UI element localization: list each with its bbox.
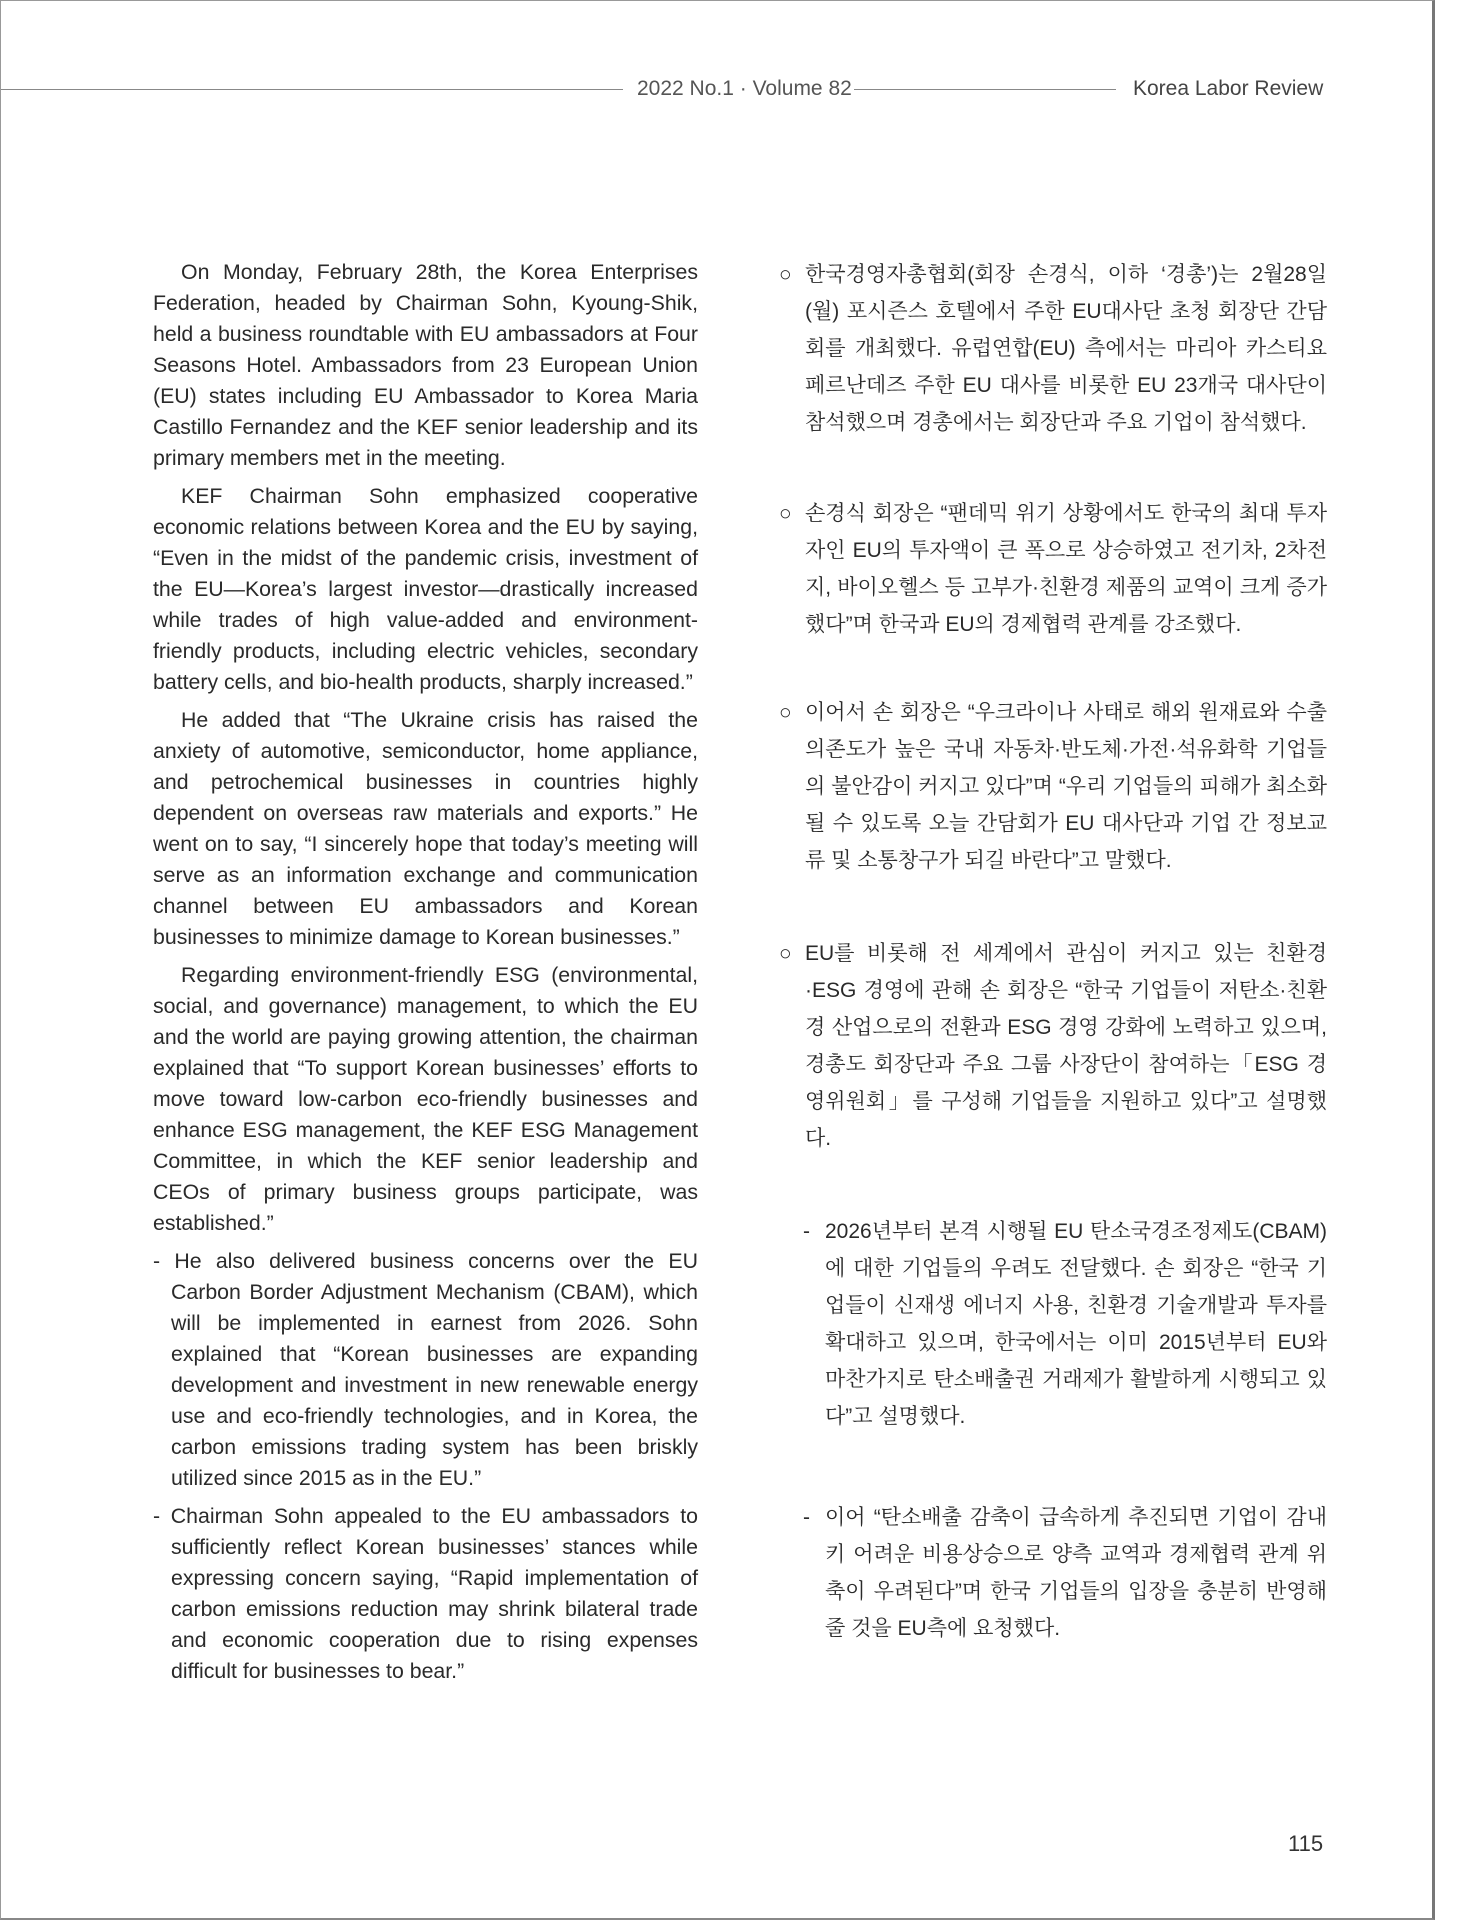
issue-label: 2022 No.1 · Volume 82	[637, 77, 852, 100]
korean-block-text: 손경식 회장은 “팬데믹 위기 상황에서도 한국의 최대 투자자인 EU의 투자액이 큰 폭으로 상승하였고 전기차, 2차전지, 바이오헬스 등 고부가·친환경 제품의 교역이 크게 증가했다”며 한국과 EU의 경제협력 관계를 강조했다.	[805, 502, 1327, 636]
korean-block	[779, 495, 1327, 643]
english-bullet: - Chairman Sohn appealed to the EU ambassadors to sufficiently reflect Korean businesses’ stances while expressing concern saying, “Rapid implementation of carbon emissions reduction may shrink bilateral trade and economic cooperation due to rising expenses difficult for businesses to bear.”	[153, 1504, 698, 1683]
journal-title: Korea Labor Review	[1133, 77, 1324, 100]
dash-bullet-icon: -	[803, 1220, 810, 1243]
korean-block-text: EU를 비롯해 전 세계에서 관심이 커지고 있는 친환경·ESG 경영에 관해 손 회장은 “한국 기업들이 저탄소·친환경 산업으로의 전환과 ESG 경영 강화에 노력하고 있으며, 경총도 회장단과 주요 그룹 사장단이 참여하는「ESG 경영위원회」를 구성해 기업들을 지원하고 있다”고 설명했다.	[805, 942, 1327, 1150]
korean-block-text: 한국경영자총협회(회장 손경식, 이하 ‘경총’)는 2월28일(월) 포시즌스 호텔에서 주한 EU대사단 초청 회장단 간담회를 개최했다. 유럽연합(EU) 측에서는 마리아 카스티요 페르난데즈 주한 EU 대사를 비롯한 EU 23개국 대사단이 참석했으며 경총에서는 회장단과 주요 기업이 참석했다.	[805, 263, 1327, 434]
english-bullet: - He also delivered business concerns over the EU Carbon Border Adjustment Mechanism (CBAM), which will be implemented in earnest from 2026. Sohn explained that “Korean businesses are expanding development and investment in new renewable energy use and eco-friendly technologies, and in Korea, the carbon emissions trading system has been briskly utilized since 2015 as in the EU.”	[153, 1249, 698, 1490]
korean-dash-text: 이어 “탄소배출 감축이 급속하게 추진되면 기업이 감내키 어려운 비용상승으로 양측 교역과 경제협력 관계 위축이 우려된다”며 한국 기업들의 입장을 충분히 반영해 줄 것을 EU측에 요청했다.	[825, 1506, 1327, 1640]
english-paragraph: He added that “The Ukraine crisis has raised the anxiety of automotive, semiconductor, home appliance, and petrochemical businesses in countries highly dependent on overseas raw materials and exports.” He went on to say, “I sincerely hope that today’s meeting will serve as an information exchange and communication channel between EU ambassadors and Korean businesses to minimize damage to Korean businesses.”	[153, 708, 698, 949]
english-column	[153, 257, 698, 1694]
circle-bullet-icon: ○	[779, 263, 792, 286]
circle-bullet-icon: ○	[779, 502, 792, 525]
korean-column	[779, 256, 1327, 1647]
english-paragraph: KEF Chairman Sohn emphasized cooperative economic relations between Korea and the EU by saying, “Even in the midst of the pandemic crisis, investment of the EU—Korea’s largest investor—drastically increased while trades of high value-added and environment-friendly products, including electric vehicles, secondary battery cells, and bio-health products, sharply increased.”	[153, 484, 698, 694]
circle-bullet-icon: ○	[779, 701, 792, 724]
korean-block	[779, 256, 1327, 441]
korean-dash-text: 2026년부터 본격 시행될 EU 탄소국경조정제도(CBAM)에 대한 기업들의 우려도 전달했다. 손 회장은 “한국 기업들이 신재생 에너지 사용, 친환경 기술개발과 투자를 확대하고 있으며, 한국에서는 이미 2015년부터 EU와 마찬가지로 탄소배출권 거래제가 활발하게 시행되고 있다”고 설명했다.	[825, 1220, 1327, 1428]
english-paragraph: Regarding environment-friendly ESG (environmental, social, and governance) management, to which the EU and the world are paying growing attention, the chairman explained that “To support Korean businesses’ efforts to move toward low-carbon eco-friendly businesses and enhance ESG management, the KEF ESG Management Committee, in which the KEF senior leadership and CEOs of primary business groups participate, was established.”	[153, 963, 698, 1235]
header-rule-left	[1, 89, 623, 90]
running-header	[1, 77, 1331, 103]
page-number: 115	[1288, 1831, 1324, 1856]
korean-dash-item	[779, 1213, 1327, 1435]
dash-bullet-icon: -	[803, 1506, 810, 1529]
english-paragraph: On Monday, February 28th, the Korea Enterprises Federation, headed by Chairman Sohn, Kyoung-Shik, held a business roundtable with EU ambassadors at Four Seasons Hotel. Ambassadors from 23 European Union (EU) states including EU Ambassador to Korea Maria Castillo Fernandez and the KEF senior leadership and its primary members met in the meeting.	[153, 260, 698, 470]
korean-dash-item	[779, 1499, 1327, 1647]
circle-bullet-icon: ○	[779, 942, 792, 965]
korean-block	[779, 694, 1327, 879]
header-rule-middle	[854, 89, 1116, 90]
korean-block-text: 이어서 손 회장은 “우크라이나 사태로 해외 원재료와 수출의존도가 높은 국내 자동차·반도체·가전·석유화학 기업들의 불안감이 커지고 있다”며 “우리 기업들의 피해가 최소화될 수 있도록 오늘 간담회가 EU 대사단과 기업 간 정보교류 및 소통창구가 되길 바란다”고 말했다.	[805, 701, 1327, 872]
korean-block	[779, 935, 1327, 1157]
